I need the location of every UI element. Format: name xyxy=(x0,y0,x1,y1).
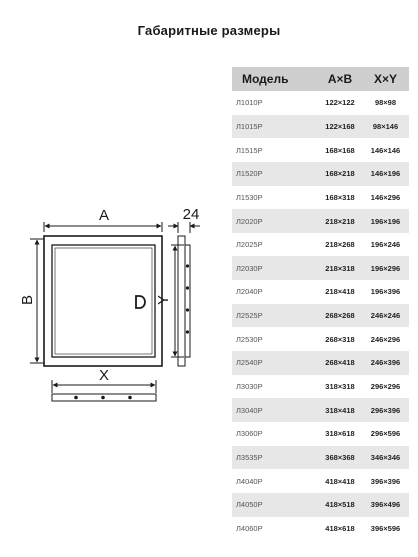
ab-cell: 268×268 xyxy=(318,304,362,328)
model-cell: Л1530Р xyxy=(232,186,318,210)
model-cell: Л3060Р xyxy=(232,422,318,446)
xy-cell: 296×596 xyxy=(362,422,409,446)
model-cell: Л2030Р xyxy=(232,256,318,280)
table-row xyxy=(232,233,409,257)
ab-cell: 218×218 xyxy=(318,209,362,233)
model-cell: Л4060Р xyxy=(232,517,318,541)
table-row xyxy=(232,493,409,517)
model-cell: Л1015Р xyxy=(232,115,318,139)
model-cell: Л2020Р xyxy=(232,209,318,233)
xy-cell: 146×196 xyxy=(362,162,409,186)
model-cell: Л3040Р xyxy=(232,398,318,422)
model-cell: Л1520Р xyxy=(232,162,318,186)
ab-cell: 218×418 xyxy=(318,280,362,304)
ab-cell: 318×418 xyxy=(318,398,362,422)
model-cell: Л2040Р xyxy=(232,280,318,304)
xy-cell: 246×396 xyxy=(362,351,409,375)
xy-cell: 196×296 xyxy=(362,256,409,280)
ab-cell: 418×418 xyxy=(318,469,362,493)
xy-cell: 98×98 xyxy=(362,91,409,115)
table-row xyxy=(232,115,409,139)
xy-cell: 246×296 xyxy=(362,327,409,351)
model-cell: Л2540Р xyxy=(232,351,318,375)
table-row xyxy=(232,186,409,210)
dimensions-table xyxy=(232,67,409,540)
dim-label-b: B xyxy=(19,294,36,306)
table-row xyxy=(232,398,409,422)
xy-cell: 396×396 xyxy=(362,469,409,493)
table-row xyxy=(232,327,409,351)
model-cell: Л1010Р xyxy=(232,91,318,115)
model-cell: Л4040Р xyxy=(232,469,318,493)
xy-cell: 346×346 xyxy=(362,446,409,470)
xy-cell: 396×496 xyxy=(362,493,409,517)
xy-cell: 296×296 xyxy=(362,375,409,399)
header-xy: X×Y xyxy=(362,67,409,91)
xy-cell: 296×396 xyxy=(362,398,409,422)
model-cell: Л2525Р xyxy=(232,304,318,328)
table-row xyxy=(232,351,409,375)
table-row xyxy=(232,304,409,328)
ab-cell: 122×122 xyxy=(318,91,362,115)
model-cell: Л1515Р xyxy=(232,138,318,162)
dim-label-x: X xyxy=(98,367,110,384)
ab-cell: 168×318 xyxy=(318,186,362,210)
table-row xyxy=(232,209,409,233)
header-ab: A×B xyxy=(318,67,362,91)
xy-cell: 146×146 xyxy=(362,138,409,162)
ab-cell: 318×618 xyxy=(318,422,362,446)
xy-cell: 396×596 xyxy=(362,517,409,541)
xy-cell: 146×296 xyxy=(362,186,409,210)
ab-cell: 168×168 xyxy=(318,138,362,162)
table-row xyxy=(232,469,409,493)
ab-cell: 218×268 xyxy=(318,233,362,257)
table-row xyxy=(232,256,409,280)
ab-cell: 368×368 xyxy=(318,446,362,470)
model-cell: Л4050Р xyxy=(232,493,318,517)
ab-cell: 168×218 xyxy=(318,162,362,186)
xy-cell: 196×246 xyxy=(362,233,409,257)
model-cell: Л3535Р xyxy=(232,446,318,470)
table-row xyxy=(232,280,409,304)
xy-cell: 98×146 xyxy=(362,115,409,139)
dim-label-depth: 24 xyxy=(182,206,200,223)
table-row xyxy=(232,375,409,399)
page-title: Габаритные размеры xyxy=(137,23,281,38)
ab-cell: 418×618 xyxy=(318,517,362,541)
xy-cell: 246×246 xyxy=(362,304,409,328)
model-cell: Л2530Р xyxy=(232,327,318,351)
table-row xyxy=(232,138,409,162)
ab-cell: 268×418 xyxy=(318,351,362,375)
ab-cell: 318×318 xyxy=(318,375,362,399)
model-cell: Л3030Р xyxy=(232,375,318,399)
dim-label-y: Y xyxy=(155,294,172,306)
model-cell: Л2025Р xyxy=(232,233,318,257)
table-header-row xyxy=(232,67,409,91)
table-row xyxy=(232,422,409,446)
ab-cell: 418×518 xyxy=(318,493,362,517)
header-model: Модель xyxy=(232,67,318,91)
table-row xyxy=(232,446,409,470)
dim-label-a: A xyxy=(98,207,110,224)
ab-cell: 268×318 xyxy=(318,327,362,351)
xy-cell: 196×396 xyxy=(362,280,409,304)
hatch-door xyxy=(52,245,155,357)
table-row xyxy=(232,162,409,186)
ab-cell: 122×168 xyxy=(318,115,362,139)
table-row xyxy=(232,517,409,541)
xy-cell: 196×196 xyxy=(362,209,409,233)
ab-cell: 218×318 xyxy=(318,256,362,280)
table-row xyxy=(232,91,409,115)
hatch-dimension-diagram xyxy=(0,0,230,420)
side-profile xyxy=(178,236,185,366)
